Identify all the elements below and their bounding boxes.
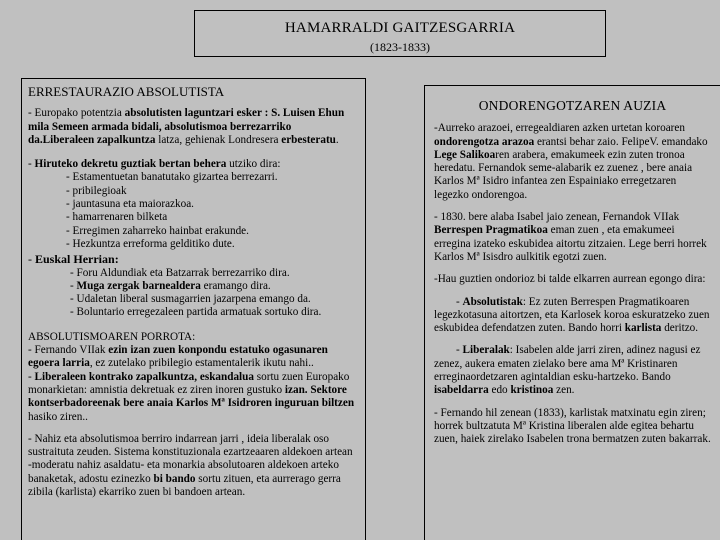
right-paragraph-5 xyxy=(434,344,711,397)
bold-text: ondorengotza arazoa xyxy=(434,135,535,148)
text: - Nahiz eta absolutismoa berriro indarrean jarri , ideia liberalak oso sustraituta zeuden. Sistema konstituzionala ezartzeaaren aldekoen artean -moderatu nahiz asaldatu- eta monarkia absolutoaren aldekoen arteko banaketak, adostu ezinezko xyxy=(28,432,353,485)
right-panel-title: ONDORENGOTZAREN AUZIA xyxy=(478,98,667,113)
text: , ez zutelako pribilegio estamentalerik ikutu nahi.. xyxy=(89,357,314,370)
text: deritzo. xyxy=(661,322,699,335)
text: latza, gehienak Londresera xyxy=(155,133,282,146)
decree-list xyxy=(28,171,359,251)
text: - xyxy=(70,279,77,292)
text: utziko dira: xyxy=(226,158,281,171)
text: : xyxy=(192,330,196,343)
left-panel xyxy=(21,78,366,540)
text: - xyxy=(28,158,35,171)
text: - 1830. bere alaba Isabel jaio zenean, Fernandok VIIak xyxy=(434,211,680,224)
text: eman zuen , eta emakumeei erregina izateko eskubidea aitortu zitzaien. Lege berri horrek Karlos Mª Isisdro aulkitik egotzi zuen. xyxy=(434,224,707,263)
list-item: - Udaletan liberal susmagarrien jazarpena emango da. xyxy=(70,293,311,306)
text: - xyxy=(456,295,463,308)
title-box xyxy=(194,10,606,57)
text: - Europako potentzia xyxy=(28,107,125,120)
bold-text: Lege Salikoa xyxy=(434,148,496,161)
list-item: - jauntasuna eta maiorazkoa. xyxy=(66,198,194,211)
bold-text: Liberaleen zapalkuntza xyxy=(42,133,156,146)
text: - xyxy=(28,370,35,383)
text: -Aurreko arazoei, erregealdiaren azken urtetan koroaren xyxy=(434,122,685,135)
bold-text: erbesteratu xyxy=(281,133,336,146)
bold-text: izan. Sektore kontserbadoreenak bere anaia Karlos Mª Isidroren inguruan biltzen xyxy=(28,383,355,410)
list-item: - Estamentuetan banatutako gizartea berrezarri. xyxy=(66,171,278,184)
text: edo xyxy=(488,384,511,397)
text: - xyxy=(456,344,463,357)
bold-text: : xyxy=(114,252,119,267)
right-paragraph-4 xyxy=(434,296,711,336)
list-item: - Hezkuntza erreforma gelditiko dute. xyxy=(66,237,235,250)
text: eramango dira. xyxy=(200,279,271,292)
text: ABSOLUTISMOAREN PORROTA xyxy=(28,330,193,343)
text: . xyxy=(335,133,339,146)
list-item: - Erregimen zaharreko hainbat erakunde. xyxy=(66,224,249,237)
bold-text: Berrespen Pragmatikoa xyxy=(434,224,548,237)
list-item: - Foru Aldundiak eta Batzarrak berrezarriko dira. xyxy=(70,266,290,279)
bold-text: kristinoa xyxy=(510,384,554,397)
text: sortu zituen, eta aurrerago gerra zibila (karlista) ekarriko zuen bi bandoen artean. xyxy=(28,472,341,499)
text: zen. xyxy=(553,384,575,397)
right-paragraph-2 xyxy=(434,211,711,264)
left-paragraph-1 xyxy=(28,107,359,147)
left-paragraph-3 xyxy=(28,253,359,266)
list-item: - pribilegioak xyxy=(66,184,127,197)
bold-text: Hiruteko dekretu guztiak bertan behera xyxy=(34,158,227,171)
text: erantsi behar zaio. FelipeV. emandako xyxy=(534,135,708,148)
bold-text: Muga zergak barnealdera xyxy=(76,279,201,292)
bold-text: absolutisten laguntzari esker : S. Luisen Ehun mila Semeen armada bidali, absolutismoa berrezarriko da. xyxy=(28,107,345,146)
bold-text: Euskal Herrian xyxy=(35,252,115,267)
bold-text: ezin izan zuen konpondu estatuko ogasunaren egoera larria xyxy=(28,344,328,370)
left-paragraph-5 xyxy=(28,433,359,499)
bold-text: karlista xyxy=(624,322,662,335)
text: - Fernando VIIak xyxy=(28,344,109,357)
text: hasiko ziren.. xyxy=(28,410,88,423)
bold-text: isabeldarra xyxy=(434,384,489,397)
right-paragraph-6: - Fernando hil zenean (1833), karlistak matxinatu egin ziren; horrek bultzatuta Mª Kristina liberalen alde egitea behartu zuen, haiek zirelako Isabelen trona bermatzen zuten bakarrak. xyxy=(434,406,711,446)
list-item: - Boluntario erregezaleen partida armatuak sortuko dira. xyxy=(70,306,322,319)
text: - xyxy=(28,252,35,267)
text: : Ez zuten Berrespen Pragmatikoaren legezkotasuna aitortzen, eta Karlosek koroa eskuratzeko zuen eskubidea defendatzen zuten. Bando horri xyxy=(434,295,710,335)
left-paragraph-2 xyxy=(28,158,359,171)
bold-text: Liberalak xyxy=(462,344,510,357)
bold-text: Liberaleen kontrako zapalkuntza, eskandalua xyxy=(34,370,254,383)
left-paragraph-4 xyxy=(28,331,359,424)
basque-list xyxy=(28,267,359,320)
page-title: HAMARRALDI GAITZESGARRIA xyxy=(284,20,516,36)
left-panel-title: ERRESTAURAZIO ABSOLUTISTA xyxy=(28,84,225,99)
page-dates: (1823-1833) xyxy=(370,40,430,54)
text: ren arabera, emakumeek ezin zuten tronoa heredatu. Fernandok seme-alabarik ez zuenez , bere anaia Karlos Mª Isidro infantea zen Espainiako erregetzaren legezko ondorengoa. xyxy=(434,148,693,201)
right-panel xyxy=(424,85,720,540)
bold-text: Absolutistak xyxy=(462,295,523,308)
list-item: - hamarrenaren bilketa xyxy=(66,211,168,224)
right-paragraph-1 xyxy=(434,122,711,202)
list-item xyxy=(70,280,359,293)
right-paragraph-3: -Hau guztien ondorioz bi talde elkarren aurrean egongo dira: xyxy=(434,273,706,286)
bold-text: bi bando xyxy=(153,472,196,485)
text: : Isabelen alde jarri ziren, adinez nagusi ez zenez, aukera ematen zielako bere ama Mª Kristinaren erreginaordetzaren agintaldian esku-hartzeko. Bando xyxy=(434,344,701,384)
text: sortu zuen Europako monarkietan: amnistia dekretuak ez ziren inoren gustuko xyxy=(28,370,350,396)
